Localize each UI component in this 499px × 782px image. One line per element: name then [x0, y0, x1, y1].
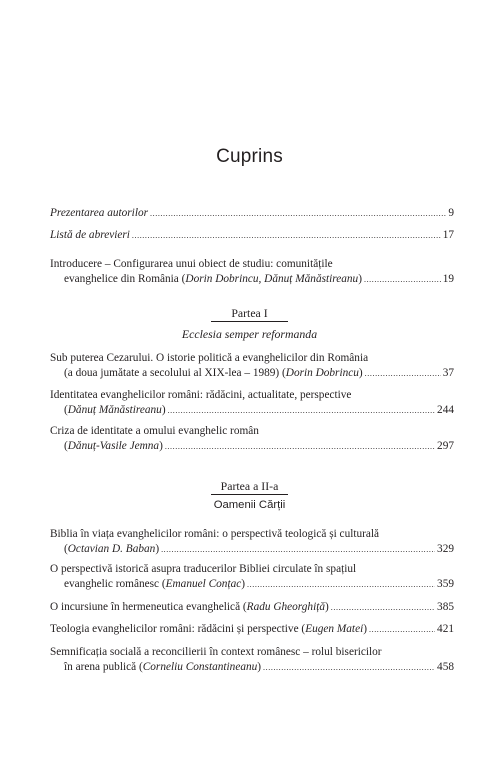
- toc-entry-text: [64, 272, 362, 287]
- toc-entry-perspectiva-istorica[interactable]: [50, 562, 454, 592]
- leader-dots: [365, 366, 441, 381]
- toc-entry-text: [64, 660, 261, 675]
- toc-author: Dănuț Mănăstireanu: [67, 404, 162, 416]
- toc-text-part: ): [358, 367, 363, 379]
- toc-text-part: Teologia evanghelicilor români: rădăcini și perspective (: [50, 623, 306, 635]
- toc-entry-lista-de-abrevieri[interactable]: [50, 228, 454, 243]
- toc-text-part: ): [358, 273, 362, 285]
- part-2-subtitle: Oamenii Cărții: [213, 499, 286, 511]
- leader-dots: [263, 660, 435, 675]
- toc-page-number: 329: [437, 543, 454, 555]
- toc-page-number: 297: [437, 440, 454, 452]
- leader-dots: [132, 228, 441, 243]
- toc-entry-text: [64, 577, 245, 592]
- toc-page-number: 385: [437, 601, 454, 613]
- toc-text-part: ): [161, 404, 166, 416]
- toc-entry-text: [64, 366, 363, 381]
- toc-text-part: (a doua jumătate a secolului al XIX-lea – 1989) (: [64, 367, 286, 379]
- toc-page-number: 421: [437, 623, 454, 635]
- toc-page-number: 359: [437, 578, 454, 590]
- page-title: Cuprins: [216, 146, 283, 167]
- toc-entry-line: Biblia în viața evanghelicilor români: o perspectivă teologică și culturală: [50, 528, 380, 540]
- toc-text-part: O incursiune în hermeneutica evanghelică (: [50, 601, 247, 613]
- toc-entry-line: Criza de identitate a omului evanghelic român: [50, 425, 259, 437]
- toc-author: Radu Gheorghiță: [246, 601, 326, 613]
- leader-dots: [150, 206, 446, 221]
- toc-author: Emanuel Conțac: [165, 578, 242, 590]
- part-divider: [211, 494, 288, 495]
- toc-entry-text: [64, 439, 163, 454]
- toc-text-part: ): [325, 601, 329, 613]
- leader-dots: [369, 622, 435, 637]
- toc-author: Eugen Matei: [305, 623, 364, 635]
- leader-dots: [331, 600, 435, 615]
- toc-text-part: ): [241, 578, 246, 590]
- toc-entry-text: [50, 600, 329, 615]
- toc-text-part: ): [257, 661, 262, 673]
- toc-entry-label: Prezentarea autorilor: [50, 207, 149, 219]
- toc-entry-sub-puterea-cezarului[interactable]: [50, 351, 454, 381]
- toc-entry-incursiune-hermeneutica[interactable]: [50, 600, 454, 615]
- toc-page-number: 19: [442, 273, 454, 285]
- leader-dots: [364, 272, 441, 287]
- toc-entry-text: [64, 542, 159, 557]
- toc-entry-line: Semnificația socială a reconcilierii în context românesc – rolul bisericilor: [50, 646, 382, 658]
- toc-author: Dorin Dobrincu, Dănuț Mănăstireanu: [185, 273, 359, 285]
- toc-entry-identitatea-evanghelicilor[interactable]: [50, 388, 454, 418]
- part-2-label: Partea a II-a: [220, 479, 279, 493]
- toc-page-number: 244: [437, 404, 454, 416]
- toc-entry-label: Listă de abrevieri: [50, 229, 130, 241]
- toc-page-number: 37: [442, 367, 454, 379]
- toc-entry-criza-de-identitate[interactable]: [50, 424, 454, 454]
- toc-entry-text: [50, 622, 367, 637]
- leader-dots: [161, 542, 435, 557]
- toc-entry-text: [64, 403, 166, 418]
- toc-entry-line: Introducere – Configurarea unui obiect de studiu: comunitățile: [50, 258, 333, 270]
- toc-text-part: (: [64, 543, 68, 555]
- toc-author: Corneliu Constantineanu: [142, 661, 258, 673]
- toc-page-number: 17: [442, 229, 454, 241]
- toc-text-part: ): [155, 543, 160, 555]
- part-1-label: Partea I: [231, 306, 268, 320]
- toc-page-number: 9: [448, 207, 454, 219]
- toc-entry-semnificatia-sociala[interactable]: [50, 645, 454, 675]
- toc-entry-line: Sub puterea Cezarului. O istorie politică a evanghelicilor din România: [50, 352, 369, 364]
- leader-dots: [165, 439, 435, 454]
- toc-author: Octavian D. Baban: [67, 543, 156, 555]
- toc-author: Dănuț-Vasile Jemna: [67, 440, 160, 452]
- part-divider: [211, 321, 288, 322]
- toc-entry-biblia-in-viata[interactable]: [50, 527, 454, 557]
- toc-entry-prezentarea-autorilor[interactable]: [50, 206, 454, 221]
- toc-author: Dorin Dobrincu: [285, 367, 359, 379]
- toc-entry-introducere[interactable]: [50, 257, 454, 287]
- leader-dots: [168, 403, 435, 418]
- toc-text-part: ): [159, 440, 163, 452]
- toc-entry-teologia-evanghelicilor[interactable]: [50, 622, 454, 637]
- toc-text-part: evanghelic românesc (: [64, 578, 166, 590]
- leader-dots: [247, 577, 435, 592]
- toc-entry-line: O perspectivă istorică asupra traducerilor Bibliei circulate în spațiul: [50, 563, 357, 575]
- toc-text-part: în arena publică (: [64, 661, 143, 673]
- toc-page-number: 458: [437, 661, 454, 673]
- toc-text-part: (: [64, 404, 68, 416]
- toc-text-part: evanghelice din România (: [64, 273, 186, 285]
- part-1-subtitle: Ecclesia semper reformanda: [181, 327, 318, 341]
- toc-text-part: (: [64, 440, 68, 452]
- toc-entry-line: Identitatea evanghelicilor români: rădăcini, actualitate, perspective: [50, 389, 352, 401]
- toc-text-part: ): [363, 623, 367, 635]
